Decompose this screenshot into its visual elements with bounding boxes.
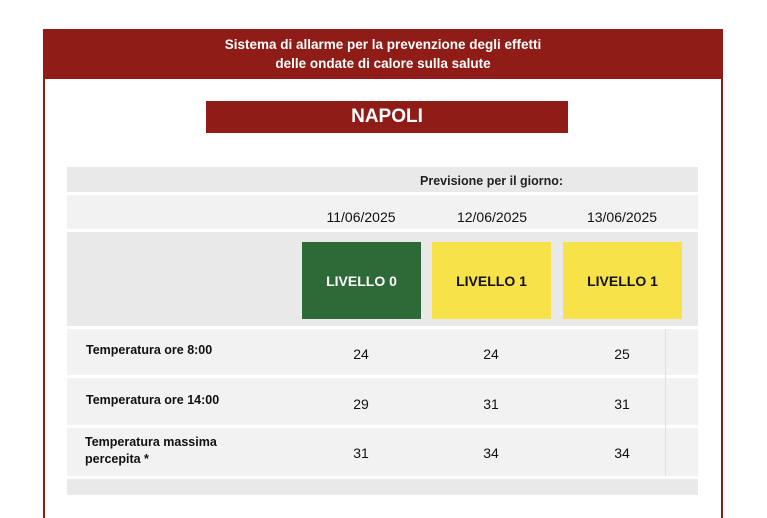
date-day-1: 11/06/2025 [326, 209, 396, 225]
table-row-forecast-header [67, 167, 698, 192]
value-temp-max-day-1: 31 [353, 445, 369, 461]
value-temp-max-day-3: 34 [614, 445, 630, 461]
date-day-2: 12/06/2025 [456, 209, 528, 225]
city-title: NAPOLI [206, 101, 568, 133]
header-title-line1: Sistema di allarme per la prevenzione degli effetti [224, 37, 542, 52]
forecast-label: Previsione per il giorno: [420, 174, 564, 188]
page-header [43, 29, 723, 79]
header-title-line2: delle ondate di calore sulla salute [275, 56, 491, 71]
value-temp-max-day-2: 34 [483, 445, 499, 461]
value-temp-14-day-3: 31 [614, 396, 630, 412]
row-label-temp-8: Temperatura ore 8:00 [86, 343, 213, 357]
level-badge-day-1: LIVELLO 0 [302, 242, 421, 319]
level-badge-day-2: LIVELLO 1 [432, 242, 551, 319]
row-label-temp-max-line1: Temperatura massima [85, 435, 217, 449]
value-temp-8-day-2: 24 [483, 346, 499, 362]
row-label-temp-14: Temperatura ore 14:00 [86, 393, 220, 407]
value-temp-8-day-1: 24 [353, 346, 369, 362]
level-badge-day-3: LIVELLO 1 [563, 242, 682, 319]
date-day-3: 13/06/2025 [586, 209, 658, 225]
table-row-footer [67, 479, 698, 495]
value-temp-8-day-3: 25 [614, 346, 630, 362]
row-label-temp-max-line2: percepita * [85, 452, 149, 466]
value-temp-14-day-2: 31 [483, 396, 499, 412]
value-temp-14-day-1: 29 [353, 396, 369, 412]
row-label-temp-max [85, 434, 217, 468]
